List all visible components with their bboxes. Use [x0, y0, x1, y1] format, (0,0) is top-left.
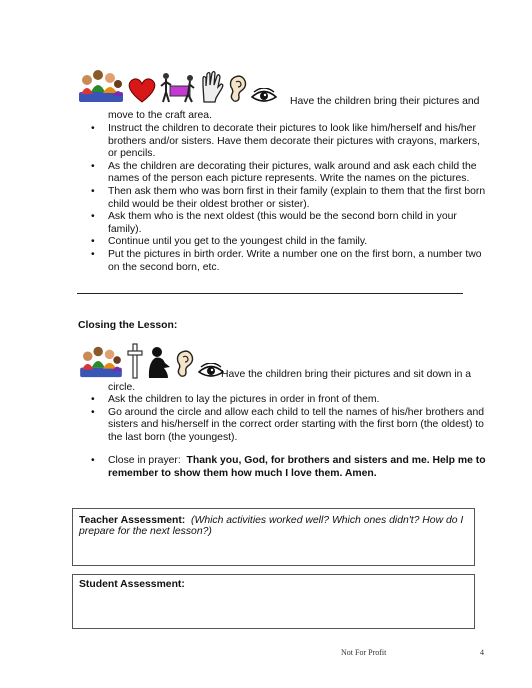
list-item: • Ask the children to lay the pictures in order in front of them.: [90, 394, 486, 407]
prayer-text: Thank you, God, for brothers and sisters and me. Help me to remember to show them how much I love them. Amen.: [108, 455, 486, 479]
list-item: • Ask them who is the next oldest (this would be the second born child in your family).: [90, 211, 486, 236]
closing-heading: Closing the Lesson:: [78, 320, 178, 331]
ear-icon: [175, 349, 195, 379]
teacher-assessment-label: Teacher Assessment:: [79, 515, 186, 526]
hand-icon: [199, 70, 225, 104]
section1-bullet-list: [90, 123, 486, 274]
student-assessment-label: Student Assessment:: [79, 579, 185, 590]
teacher-assessment-box[interactable]: [72, 508, 475, 566]
closing-bullet-list: [90, 394, 486, 444]
closing-intro-continued: circle.: [108, 382, 136, 393]
eye-icon: [251, 88, 277, 104]
heart-icon: [127, 76, 157, 104]
footer-text: Not For Profit: [341, 648, 387, 657]
prayer-bullet: [90, 455, 486, 480]
people-talking-icon: [160, 70, 196, 104]
page-number: 4: [480, 648, 484, 657]
praying-child-icon: [146, 345, 172, 379]
closing-intro: Have the children bring their pictures and sit down in a: [221, 369, 472, 380]
list-item: • Continue until you get to the youngest child in the family.: [90, 236, 486, 249]
list-item: • Put the pictures in birth order. Write a number one on the first born, a number two on the second born, etc.: [90, 249, 486, 274]
closing-icons-row: [78, 343, 224, 379]
teacher-assessment-prompt: (Which activities worked well? Which ones didn't? How do I prepare for the next lesson?): [79, 515, 464, 537]
student-assessment-box[interactable]: [72, 574, 475, 629]
list-item: • Instruct the children to decorate their pictures to look like him/herself and his/her brothers and/or sisters. Have them decorate their pictures with crayons, markers, or pencils.: [90, 123, 486, 161]
children-group-icon: [78, 343, 124, 379]
prayer-item: [90, 455, 486, 480]
cross-icon: [127, 343, 143, 379]
activity-icons-row: [78, 66, 277, 104]
list-item: • Go around the circle and allow each child to tell the names of his/her brothers and sisters and his/herself in the correct order starting with the first born (the oldest) to the last born (the youngest).: [90, 407, 486, 445]
ear-icon: [228, 74, 248, 104]
children-group-icon: [78, 66, 124, 104]
list-item: • Then ask them who was born first in their family (explain to them that the first born child would be their oldest brother or sister).: [90, 186, 486, 211]
section1-intro-continued: move to the craft area.: [108, 110, 212, 121]
list-item: • As the children are decorating their pictures, walk around and ask each child the names of the person each picture represents. Write the names on the pictures.: [90, 161, 486, 186]
prayer-label: Close in prayer:: [108, 455, 181, 466]
section-divider: [77, 293, 463, 294]
section1-intro: Have the children bring their pictures and: [290, 96, 480, 107]
